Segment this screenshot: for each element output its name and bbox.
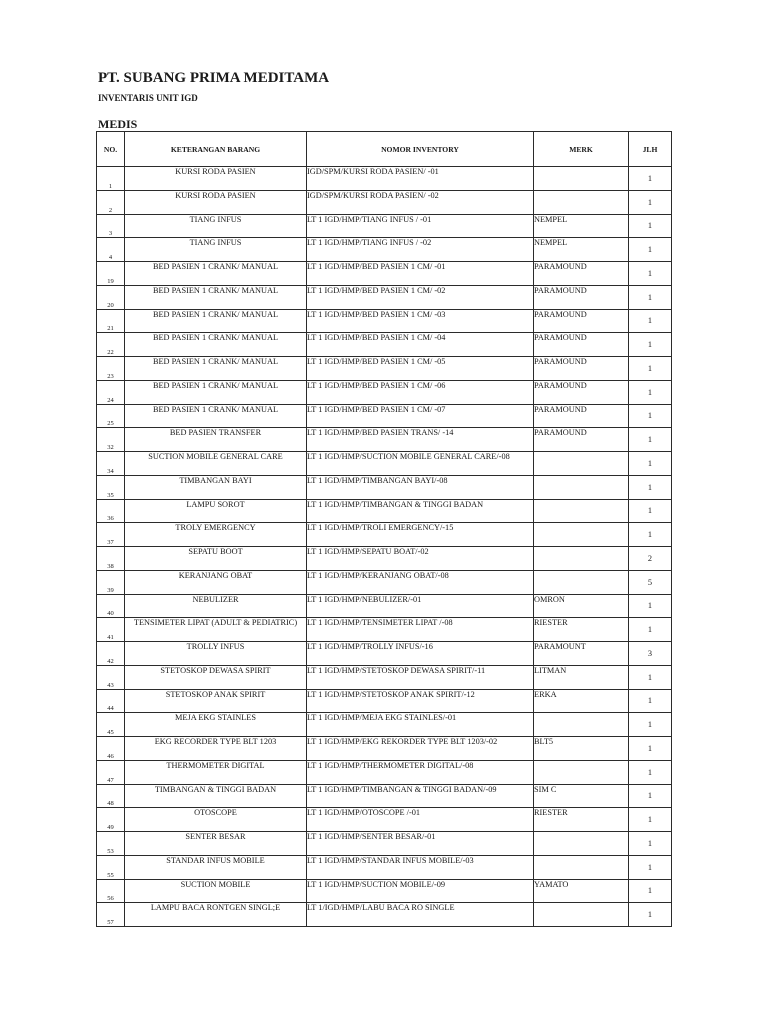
cell-no: 23 [97,357,125,381]
cell-merk [534,760,629,784]
cell-keterangan: OTOSCOPE [125,808,307,832]
cell-nomor: LT 1 IGD/HMP/NEBULIZER/-01 [307,594,534,618]
table-row [97,642,672,666]
cell-no: 56 [97,879,125,903]
cell-no: 1 [97,167,125,191]
cell-merk [534,167,629,191]
cell-jlh: 1 [629,452,672,476]
cell-keterangan: SENTER BESAR [125,832,307,856]
cell-merk: PARAMOUND [534,333,629,357]
cell-keterangan: NEBULIZER [125,594,307,618]
cell-keterangan: STANDAR INFUS MOBILE [125,855,307,879]
cell-nomor: LT 1 IGD/HMP/THERMOMETER DIGITAL/-08 [307,760,534,784]
cell-no: 57 [97,903,125,927]
cell-keterangan: BED PASIEN TRANSFER [125,428,307,452]
cell-keterangan: TIMBANGAN BAYI [125,475,307,499]
table-row [97,523,672,547]
table-row [97,665,672,689]
cell-keterangan: LAMPU SOROT [125,499,307,523]
cell-no: 49 [97,808,125,832]
cell-jlh: 1 [629,404,672,428]
cell-no: 24 [97,380,125,404]
table-row [97,570,672,594]
cell-keterangan: STETOSKOP DEWASA SPIRIT [125,665,307,689]
cell-no: 43 [97,665,125,689]
cell-nomor: LT 1 IGD/HMP/BED PASIEN 1 CM/ -05 [307,357,534,381]
cell-jlh: 1 [629,357,672,381]
cell-merk [534,475,629,499]
cell-no: 42 [97,642,125,666]
cell-nomor: LT 1 IGD/HMP/BED PASIEN 1 CM/ -07 [307,404,534,428]
table-row [97,903,672,927]
cell-keterangan: MEJA EKG STAINLES [125,713,307,737]
table-row [97,238,672,262]
cell-keterangan: TIANG INFUS [125,238,307,262]
cell-nomor: LT 1 IGD/HMP/TIMBANGAN BAYI/-08 [307,475,534,499]
column-header-no: NO. [97,132,125,167]
cell-nomor: LT 1 IGD/HMP/BED PASIEN 1 CM/ -04 [307,333,534,357]
cell-no: 55 [97,855,125,879]
table-row [97,214,672,238]
cell-jlh: 1 [629,262,672,286]
cell-nomor: LT 1 IGD/HMP/STANDAR INFUS MOBILE/-03 [307,855,534,879]
table-row [97,547,672,571]
cell-merk: PARAMOUND [534,404,629,428]
cell-keterangan: BED PASIEN 1 CRANK/ MANUAL [125,333,307,357]
cell-jlh: 1 [629,214,672,238]
cell-no: 34 [97,452,125,476]
cell-no: 41 [97,618,125,642]
table-row [97,357,672,381]
cell-merk: LITMAN [534,665,629,689]
cell-merk: RIESTER [534,618,629,642]
cell-jlh: 1 [629,428,672,452]
cell-nomor: LT 1 IGD/HMP/TIMBANGAN & TINGGI BADAN/-09 [307,784,534,808]
cell-keterangan: SUCTION MOBILE [125,879,307,903]
cell-jlh: 1 [629,713,672,737]
table-row [97,737,672,761]
cell-nomor: LT 1 IGD/HMP/SENTER BESAR/-01 [307,832,534,856]
cell-no: 36 [97,499,125,523]
table-row [97,262,672,286]
cell-no: 25 [97,404,125,428]
cell-merk: OMRON [534,594,629,618]
cell-no: 53 [97,832,125,856]
table-row [97,760,672,784]
cell-jlh: 1 [629,594,672,618]
cell-no: 44 [97,689,125,713]
table-row [97,167,672,191]
cell-merk [534,855,629,879]
cell-nomor: LT 1 IGD/HMP/OTOSCOPE /-01 [307,808,534,832]
table-row [97,190,672,214]
cell-merk: NEMPEL [534,238,629,262]
cell-nomor: LT 1 IGD/HMP/MEJA EKG STAINLES/-01 [307,713,534,737]
cell-no: 3 [97,214,125,238]
cell-nomor: LT 1/IGD/HMP/LABU BACA RO SINGLE [307,903,534,927]
cell-no: 39 [97,570,125,594]
cell-jlh: 1 [629,618,672,642]
cell-nomor: LT 1 IGD/HMP/BED PASIEN 1 CM/ -06 [307,380,534,404]
column-header-merk: MERK [534,132,629,167]
cell-keterangan: TIMBANGAN & TINGGI BADAN [125,784,307,808]
cell-nomor: LT 1 IGD/HMP/BED PASIEN 1 CM/ -02 [307,285,534,309]
table-row [97,618,672,642]
cell-nomor: LT 1 IGD/HMP/STETOSKOP ANAK SPIRIT/-12 [307,689,534,713]
cell-nomor: LT 1 IGD/HMP/TROLI EMERGENCY/-15 [307,523,534,547]
cell-keterangan: TROLLY INFUS [125,642,307,666]
cell-jlh: 1 [629,167,672,191]
section-title: MEDIS [98,117,138,131]
cell-keterangan: BED PASIEN 1 CRANK/ MANUAL [125,309,307,333]
cell-jlh: 1 [629,333,672,357]
document-subtitle: INVENTARIS UNIT IGD [98,93,198,103]
cell-keterangan: BED PASIEN 1 CRANK/ MANUAL [125,357,307,381]
cell-keterangan: EKG RECORDER TYPE BLT 1203 [125,737,307,761]
cell-nomor: LT 1 IGD/HMP/EKG REKORDER TYPE BLT 1203/-02 [307,737,534,761]
cell-keterangan: BED PASIEN 1 CRANK/ MANUAL [125,380,307,404]
cell-keterangan: SEPATU BOOT [125,547,307,571]
column-header-keterangan: KETERANGAN BARANG [125,132,307,167]
cell-keterangan: SUCTION MOBILE GENERAL CARE [125,452,307,476]
cell-merk [534,499,629,523]
cell-keterangan: BED PASIEN 1 CRANK/ MANUAL [125,285,307,309]
cell-merk: PARAMOUND [534,380,629,404]
cell-jlh: 5 [629,570,672,594]
cell-jlh: 1 [629,475,672,499]
cell-keterangan: TIANG INFUS [125,214,307,238]
table-row [97,309,672,333]
cell-nomor: LT 1 IGD/HMP/BED PASIEN 1 CM/ -01 [307,262,534,286]
cell-merk [534,547,629,571]
cell-merk: YAMATO [534,879,629,903]
table-row [97,452,672,476]
cell-nomor: LT 1 IGD/HMP/BED PASIEN 1 CM/ -03 [307,309,534,333]
cell-no: 2 [97,190,125,214]
cell-keterangan: KURSI RODA PASIEN [125,167,307,191]
column-header-jlh: JLH [629,132,672,167]
cell-nomor: LT 1 IGD/HMP/TIANG INFUS / -02 [307,238,534,262]
table-row [97,713,672,737]
table-row [97,333,672,357]
cell-keterangan: TENSIMETER LIPAT (ADULT & PEDIATRIC) [125,618,307,642]
cell-keterangan: LAMPU BACA RONTGEN SINGL;E [125,903,307,927]
cell-no: 21 [97,309,125,333]
cell-jlh: 1 [629,855,672,879]
cell-jlh: 3 [629,642,672,666]
cell-jlh: 1 [629,689,672,713]
cell-jlh: 1 [629,190,672,214]
cell-no: 37 [97,523,125,547]
cell-no: 46 [97,737,125,761]
cell-jlh: 1 [629,380,672,404]
table-header-row [97,132,672,167]
table-row [97,594,672,618]
cell-jlh: 1 [629,499,672,523]
cell-no: 19 [97,262,125,286]
cell-nomor: IGD/SPM/KURSI RODA PASIEN/ -02 [307,190,534,214]
cell-keterangan: KURSI RODA PASIEN [125,190,307,214]
cell-jlh: 1 [629,285,672,309]
cell-merk [534,452,629,476]
cell-nomor: LT 1 IGD/HMP/TENSIMETER LIPAT /-08 [307,618,534,642]
cell-nomor: LT 1 IGD/HMP/TIANG INFUS / -01 [307,214,534,238]
table-row [97,832,672,856]
table-row [97,808,672,832]
cell-merk [534,903,629,927]
cell-no: 32 [97,428,125,452]
cell-no: 47 [97,760,125,784]
cell-jlh: 1 [629,523,672,547]
cell-no: 45 [97,713,125,737]
cell-jlh: 1 [629,760,672,784]
cell-merk [534,713,629,737]
table-row [97,285,672,309]
cell-keterangan: BED PASIEN 1 CRANK/ MANUAL [125,404,307,428]
cell-nomor: IGD/SPM/KURSI RODA PASIEN/ -01 [307,167,534,191]
table-row [97,404,672,428]
cell-jlh: 1 [629,784,672,808]
cell-no: 4 [97,238,125,262]
cell-keterangan: KERANJANG OBAT [125,570,307,594]
cell-merk: SIM C [534,784,629,808]
cell-no: 40 [97,594,125,618]
cell-no: 38 [97,547,125,571]
table-row [97,475,672,499]
cell-nomor: LT 1 IGD/HMP/SUCTION MOBILE GENERAL CARE/-08 [307,452,534,476]
cell-jlh: 1 [629,665,672,689]
cell-merk [534,570,629,594]
column-header-nomor: NOMOR INVENTORY [307,132,534,167]
cell-merk [534,190,629,214]
cell-jlh: 1 [629,879,672,903]
cell-keterangan: TROLY EMERGENCY [125,523,307,547]
cell-merk: PARAMOUND [534,428,629,452]
table-row [97,499,672,523]
cell-jlh: 1 [629,832,672,856]
cell-merk: NEMPEL [534,214,629,238]
cell-merk: PARAMOUND [534,309,629,333]
cell-nomor: LT 1 IGD/HMP/TROLLY INFUS/-16 [307,642,534,666]
cell-jlh: 1 [629,737,672,761]
cell-keterangan: THERMOMETER DIGITAL [125,760,307,784]
cell-nomor: LT 1 IGD/HMP/SUCTION MOBILE/-09 [307,879,534,903]
table-row [97,879,672,903]
cell-keterangan: STETOSKOP ANAK SPIRIT [125,689,307,713]
cell-nomor: LT 1 IGD/HMP/KERANJANG OBAT/-08 [307,570,534,594]
cell-merk: PARAMOUNT [534,642,629,666]
table-row [97,689,672,713]
cell-merk: BLT5 [534,737,629,761]
table-row [97,428,672,452]
cell-no: 20 [97,285,125,309]
cell-merk: RIESTER [534,808,629,832]
cell-no: 35 [97,475,125,499]
cell-jlh: 1 [629,309,672,333]
cell-nomor: LT 1 IGD/HMP/BED PASIEN TRANS/ -14 [307,428,534,452]
cell-merk: PARAMOUND [534,357,629,381]
company-name: PT. SUBANG PRIMA MEDITAMA [98,70,330,86]
cell-no: 48 [97,784,125,808]
table-row [97,855,672,879]
cell-merk: PARAMOUND [534,262,629,286]
cell-nomor: LT 1 IGD/HMP/SEPATU BOAT/-02 [307,547,534,571]
table-row [97,784,672,808]
cell-jlh: 1 [629,903,672,927]
cell-jlh: 1 [629,808,672,832]
cell-keterangan: BED PASIEN 1 CRANK/ MANUAL [125,262,307,286]
cell-merk [534,832,629,856]
table-row [97,380,672,404]
cell-merk: ERKA [534,689,629,713]
inventory-table [96,131,672,927]
cell-merk [534,523,629,547]
cell-nomor: LT 1 IGD/HMP/TIMBANGAN & TINGGI BADAN [307,499,534,523]
cell-jlh: 1 [629,238,672,262]
cell-jlh: 2 [629,547,672,571]
cell-merk: PARAMOUND [534,285,629,309]
cell-nomor: LT 1 IGD/HMP/STETOSKOP DEWASA SPIRIT/-11 [307,665,534,689]
cell-no: 22 [97,333,125,357]
